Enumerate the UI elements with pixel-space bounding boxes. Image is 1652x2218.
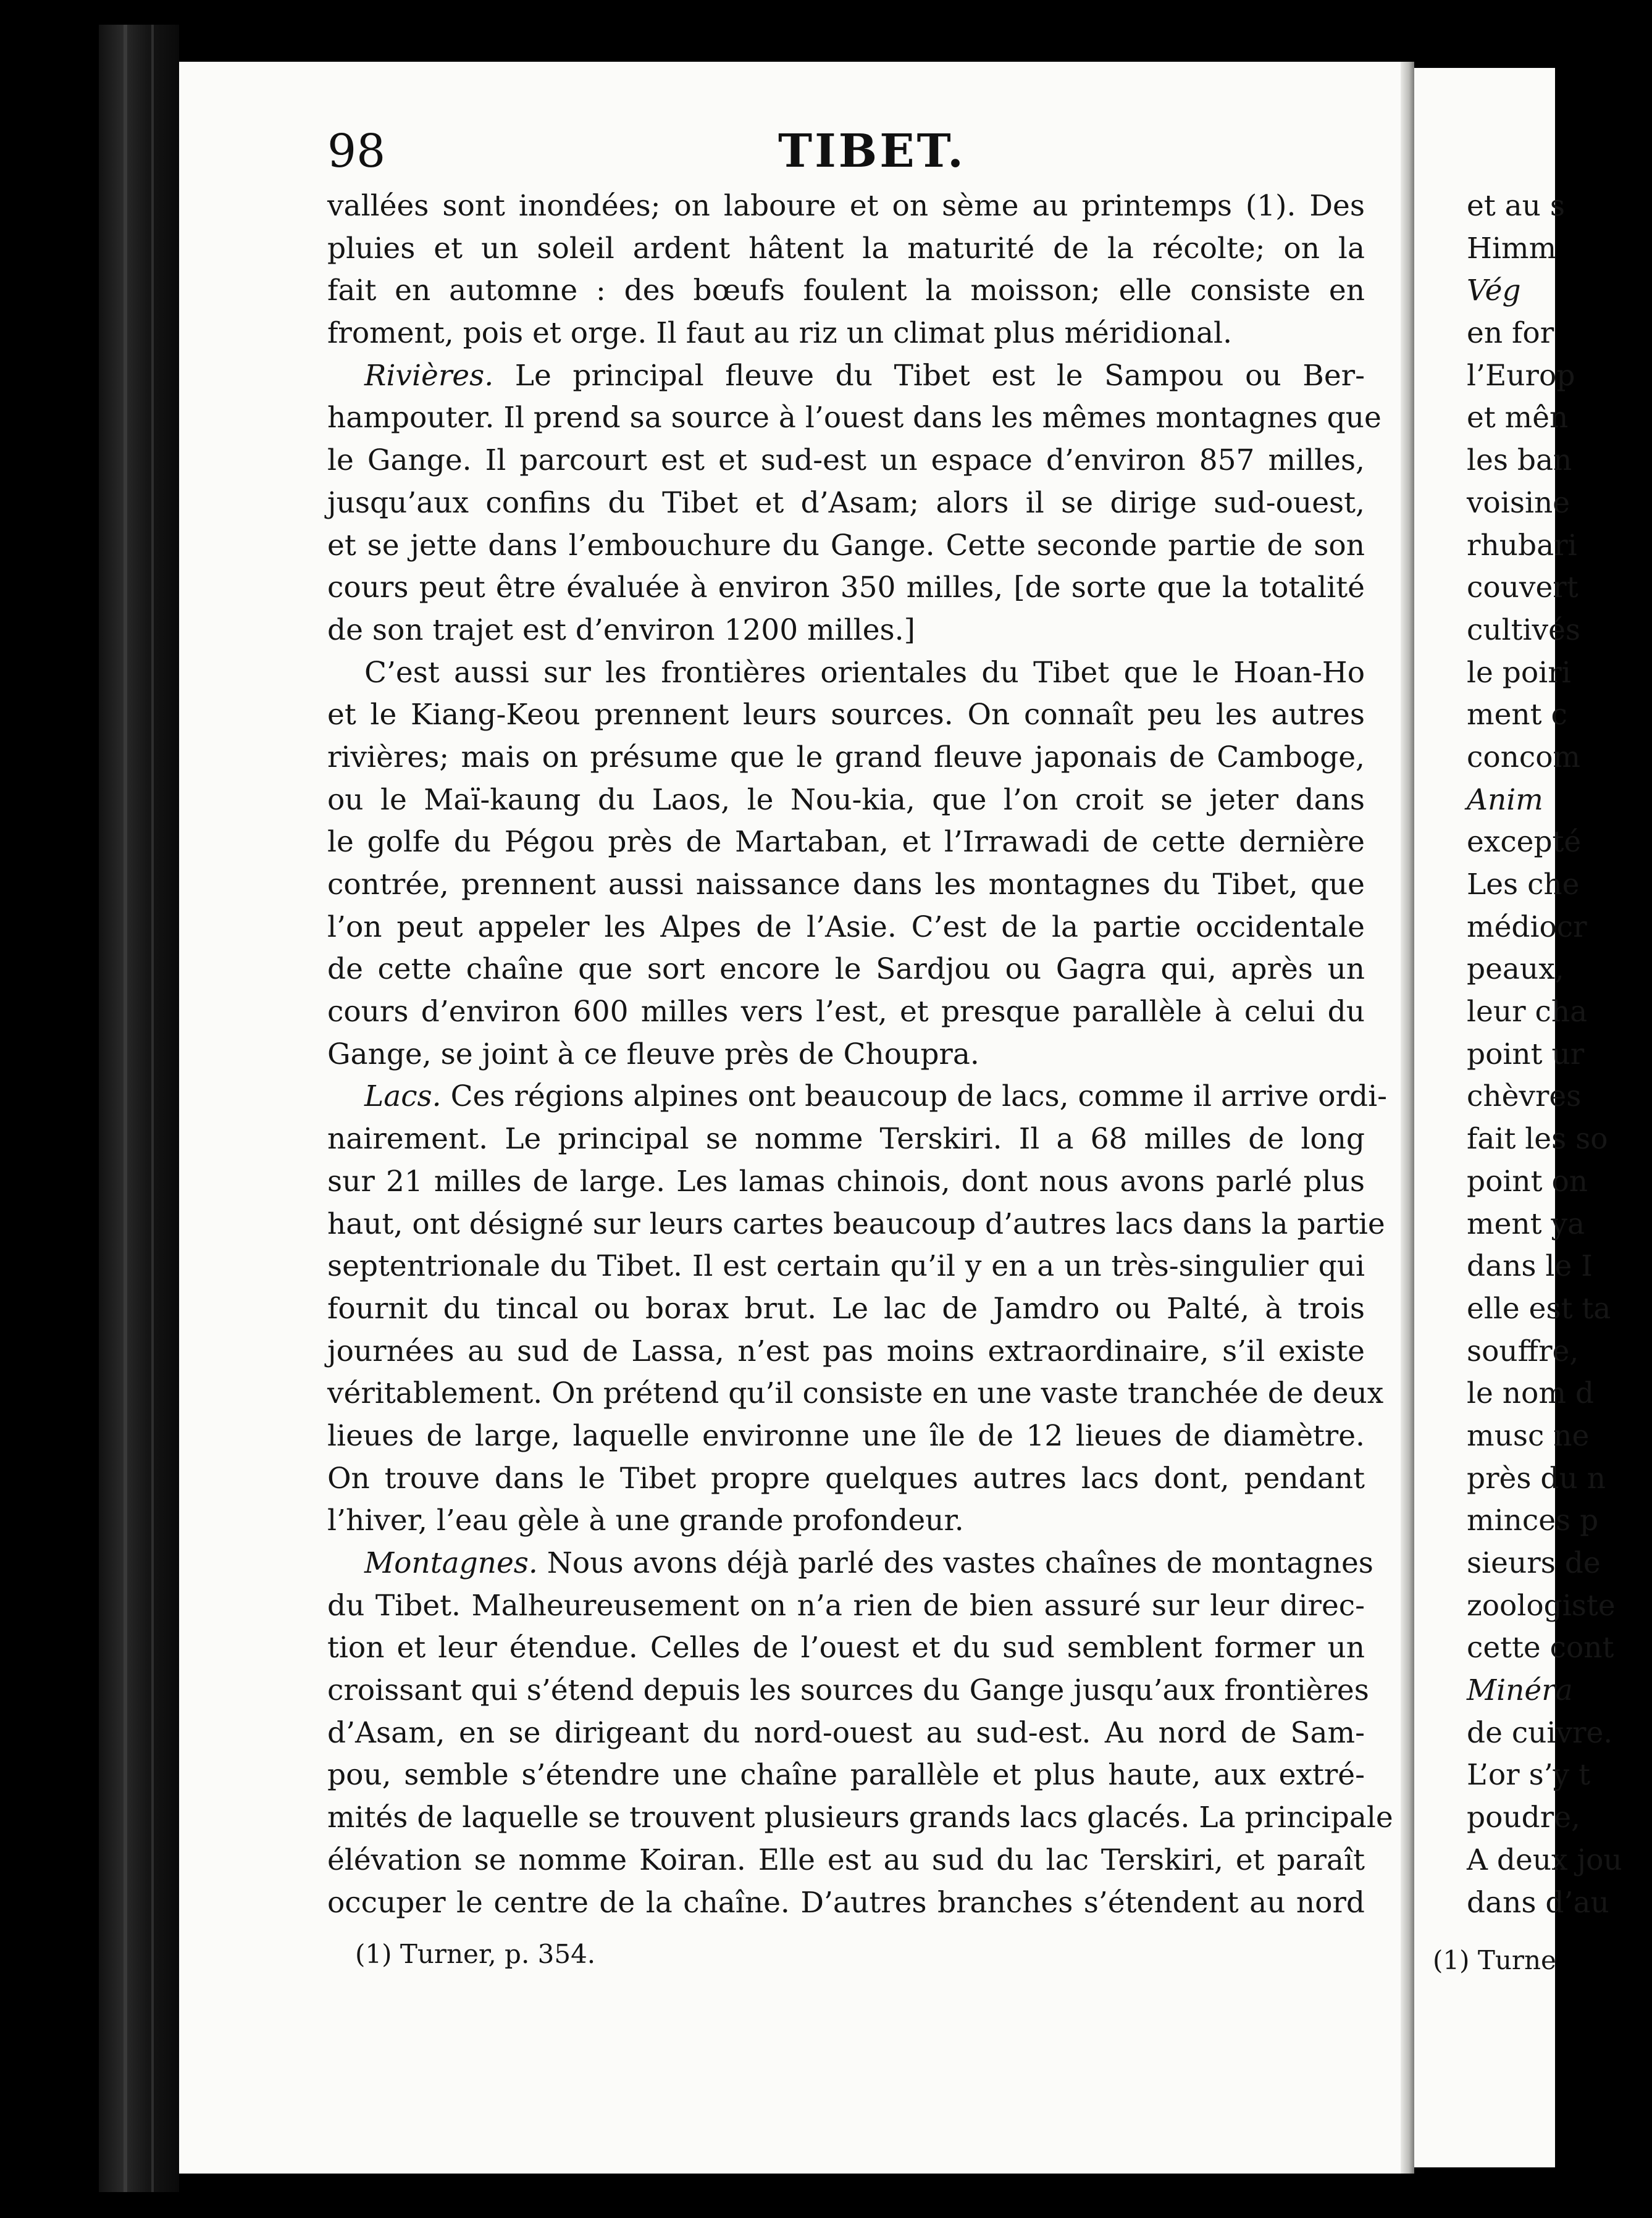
- line-text: sur 21 milles de large. Les lamas chinois, dont nous avons parlé plus: [327, 1164, 1365, 1199]
- right-page-line: excepté: [1467, 825, 1582, 860]
- line-text: fournit du tincal ou borax brut. Le lac de Jamdro ou Palté, à trois: [327, 1291, 1365, 1326]
- line-text: journées au sud de Lassa, n’est pas moins extraordinaire, s’il existe: [327, 1334, 1365, 1368]
- text-line: [327, 864, 1365, 906]
- text-line: [327, 821, 1365, 864]
- line-text: vallées sont inondées; on laboure et on sème au printemps (1). Des: [327, 189, 1365, 223]
- right-page-line: dans d’au: [1467, 1885, 1609, 1920]
- text-line: [327, 1627, 1365, 1670]
- right-page-line: poudre,: [1467, 1801, 1580, 1835]
- right-page-line: musc ne: [1467, 1418, 1590, 1453]
- line-text: le golfe du Pégou près de Martaban, et l’Irrawadi de cette dernière: [327, 825, 1365, 860]
- right-page-line: Himm: [1467, 231, 1557, 266]
- right-page-line: point ur: [1467, 1037, 1585, 1071]
- right-page-line: ment ya: [1467, 1207, 1585, 1241]
- right-page-line: rhubari: [1467, 528, 1577, 563]
- text-line: [327, 1670, 1369, 1712]
- right-page-line: médiocr: [1467, 910, 1587, 944]
- text-line: [327, 1500, 1365, 1542]
- footnote: (1) Turner, p. 354.: [355, 1939, 596, 1969]
- line-text: croissant qui s’étend depuis les sources du Gange jusqu’aux frontières: [327, 1673, 1369, 1708]
- right-page-line: et mên: [1467, 401, 1569, 435]
- text-line: [327, 1585, 1365, 1628]
- line-text: C’est aussi sur les frontières orientales du Tibet que le Hoan-Ho: [364, 655, 1365, 690]
- text-line: [327, 1331, 1365, 1373]
- text-line: [327, 228, 1365, 270]
- text-line: [327, 1118, 1365, 1161]
- right-page-line: fait les so: [1467, 1122, 1608, 1157]
- line-text: et le Kiang-Keou prennent leurs sources. On connaît peu les autres: [327, 698, 1365, 732]
- running-title: TIBET.: [778, 125, 966, 178]
- line-text: lieues de large, laquelle environne une île de 12 lieues de diamètre.: [327, 1418, 1365, 1453]
- line-text: Gange, se joint à ce fleuve près de Choupra.: [327, 1037, 979, 1071]
- line-text: Le principal fleuve du Tibet est le Sampou ou Ber-: [493, 358, 1365, 393]
- line-text: Ces régions alpines ont beaucoup de lacs, comme il arrive ordi-: [441, 1079, 1388, 1114]
- right-page-line: A deux jou: [1467, 1843, 1622, 1877]
- right-page-line: et au s: [1467, 189, 1565, 223]
- line-text: du Tibet. Malheureusement on n’a rien de bien assuré sur leur direc-: [327, 1588, 1365, 1623]
- text-line: [327, 1797, 1393, 1839]
- text-line: [327, 185, 1365, 228]
- text-line: [327, 482, 1365, 525]
- line-text: cours peut être évaluée à environ 350 milles, [de sorte que la totalité: [327, 571, 1365, 605]
- text-line: [327, 694, 1365, 737]
- line-text: le Gange. Il parcourt est et sud-est un espace d’environ 857 milles,: [327, 443, 1365, 478]
- text-line: [327, 1076, 1388, 1118]
- text-line: [327, 737, 1365, 779]
- line-text: jusqu’aux confins du Tibet et d’Asam; alors il se dirige sud-ouest,: [327, 485, 1365, 520]
- line-text: élévation se nomme Koiran. Elle est au sud du lac Terskiri, et paraît: [327, 1843, 1365, 1877]
- text-line: [327, 567, 1365, 609]
- right-page-line: Anim: [1467, 782, 1543, 817]
- line-text: occuper le centre de la chaîne. D’autres branches s’étendent au nord: [327, 1885, 1365, 1920]
- text-line: [327, 440, 1365, 482]
- right-page-line: sieurs de: [1467, 1546, 1601, 1580]
- right-page-line: le nom d: [1467, 1376, 1594, 1411]
- line-text: haut, ont désigné sur leurs cartes beaucoup d’autres lacs dans la partie: [327, 1207, 1385, 1241]
- line-text: l’hiver, l’eau gèle à une grande profondeur.: [327, 1504, 964, 1538]
- right-page-line: leur cha: [1467, 995, 1588, 1029]
- text-line: [327, 355, 1365, 398]
- line-text: de cette chaîne que sort encore le Sardjou ou Gagra qui, après un: [327, 952, 1365, 987]
- text-line: [327, 1034, 1365, 1076]
- text-line: [327, 948, 1365, 991]
- body-text: [327, 185, 1393, 1924]
- text-line: [327, 779, 1365, 822]
- section-rubric: Montagnes.: [364, 1546, 538, 1580]
- text-line: [327, 652, 1365, 695]
- right-page-line: minces p: [1467, 1504, 1599, 1538]
- line-text: froment, pois et orge. Il faut au riz un climat plus méridional.: [327, 316, 1233, 351]
- right-page-text: [1467, 185, 1652, 1924]
- line-text: véritablement. On prétend qu’il consiste en une vaste tranchée de deux: [327, 1376, 1384, 1411]
- book-binding-edge: [99, 25, 179, 2192]
- right-page-line: voisine: [1467, 485, 1570, 520]
- line-text: hampouter. Il prend sa source à l’ouest dans les mêmes montagnes que: [327, 401, 1382, 435]
- line-text: de son trajet est d’environ 1200 milles.]: [327, 613, 915, 647]
- line-text: d’Asam, en se dirigeant du nord-ouest au sud-est. Au nord de Sam-: [327, 1715, 1365, 1750]
- right-page-line: dans le I: [1467, 1249, 1593, 1284]
- line-text: contrée, prennent aussi naissance dans les montagnes du Tibet, que: [327, 868, 1365, 902]
- line-text: et se jette dans l’embouchure du Gange. Cette seconde partie de son: [327, 528, 1365, 563]
- page-number: 98: [327, 125, 386, 178]
- right-page-line: cultivés: [1467, 613, 1581, 647]
- text-line: [327, 1161, 1365, 1203]
- line-text: nairement. Le principal se nomme Terskiri. Il a 68 milles de long: [327, 1122, 1365, 1157]
- right-page-line: les ban: [1467, 443, 1572, 478]
- line-text: rivières; mais on présume que le grand fleuve japonais de Camboge,: [327, 740, 1365, 774]
- right-page-line: concom: [1467, 740, 1581, 774]
- page-gutter: [1401, 62, 1414, 2174]
- line-text: septentrionale du Tibet. Il est certain qu’il y en a un très-singulier qui: [327, 1249, 1365, 1284]
- text-line: [327, 1839, 1365, 1882]
- section-rubric: Lacs.: [364, 1079, 442, 1114]
- text-line: [327, 991, 1365, 1034]
- right-page-line: souffre,: [1467, 1334, 1579, 1368]
- text-line: [327, 906, 1365, 949]
- text-line: [327, 1373, 1384, 1415]
- line-text: ou le Maï-kaung du Laos, le Nou-kia, que l’on croit se jeter dans: [327, 782, 1365, 817]
- text-line: [327, 525, 1365, 567]
- text-line: [327, 1415, 1365, 1458]
- right-page-line: en for: [1467, 316, 1554, 351]
- right-page-line: peaux,: [1467, 952, 1564, 987]
- right-page-line: ment c: [1467, 698, 1567, 732]
- text-line: [327, 1542, 1373, 1585]
- line-text: On trouve dans le Tibet propre quelques autres lacs dont, pendant: [327, 1461, 1365, 1496]
- right-page-line: Les che: [1467, 868, 1580, 902]
- right-page-line: chèvres: [1467, 1079, 1582, 1114]
- text-line: [327, 312, 1365, 355]
- right-page-line: Vég: [1467, 274, 1521, 308]
- right-page-line: cette cont: [1467, 1631, 1614, 1665]
- text-line: [327, 1288, 1365, 1331]
- right-page-line: zoologiste: [1467, 1588, 1616, 1623]
- right-page-line: couvert: [1467, 571, 1579, 605]
- line-text: tion et leur étendue. Celles de l’ouest et du sud semblent former un: [327, 1631, 1365, 1665]
- text-line: [327, 1203, 1385, 1246]
- line-text: Nous avons déjà parlé des vastes chaînes de montagnes: [537, 1546, 1373, 1580]
- text-line: [327, 1245, 1365, 1288]
- line-text: l’on peut appeler les Alpes de l’Asie. C’est de la partie occidentale: [327, 910, 1365, 944]
- line-text: cours d’environ 600 milles vers l’est, et presque parallèle à celui du: [327, 995, 1365, 1029]
- page-header: [327, 117, 1365, 185]
- right-page-line: de cuivre.: [1467, 1715, 1613, 1750]
- text-line: [327, 397, 1382, 440]
- text-line: [327, 1458, 1365, 1500]
- right-page-line: le poiri: [1467, 655, 1571, 690]
- text-line: [327, 1754, 1365, 1797]
- text-line: [327, 609, 1365, 652]
- right-page-line: point on: [1467, 1164, 1588, 1199]
- section-rubric: Rivières.: [364, 358, 494, 393]
- line-text: pluies et un soleil ardent hâtent la maturité de la récolte; on la: [327, 231, 1365, 266]
- text-line: [327, 1712, 1365, 1755]
- text-line: [327, 270, 1365, 312]
- text-line: [327, 1882, 1365, 1925]
- right-page-line: elle est ta: [1467, 1291, 1611, 1326]
- line-text: fait en automne : des bœufs foulent la moisson; elle consiste en: [327, 274, 1365, 308]
- right-page-line: l’Europ: [1467, 358, 1575, 393]
- right-page-line: Minéra: [1467, 1673, 1573, 1708]
- line-text: pou, semble s’étendre une chaîne parallèle et plus haute, aux extré-: [327, 1758, 1365, 1793]
- right-page-footnote: (1) Turne: [1433, 1945, 1556, 1975]
- line-text: mités de laquelle se trouvent plusieurs grands lacs glacés. La principale: [327, 1801, 1393, 1835]
- right-page-line: près du n: [1467, 1461, 1606, 1496]
- right-page-line: L’or s’y t: [1467, 1758, 1591, 1793]
